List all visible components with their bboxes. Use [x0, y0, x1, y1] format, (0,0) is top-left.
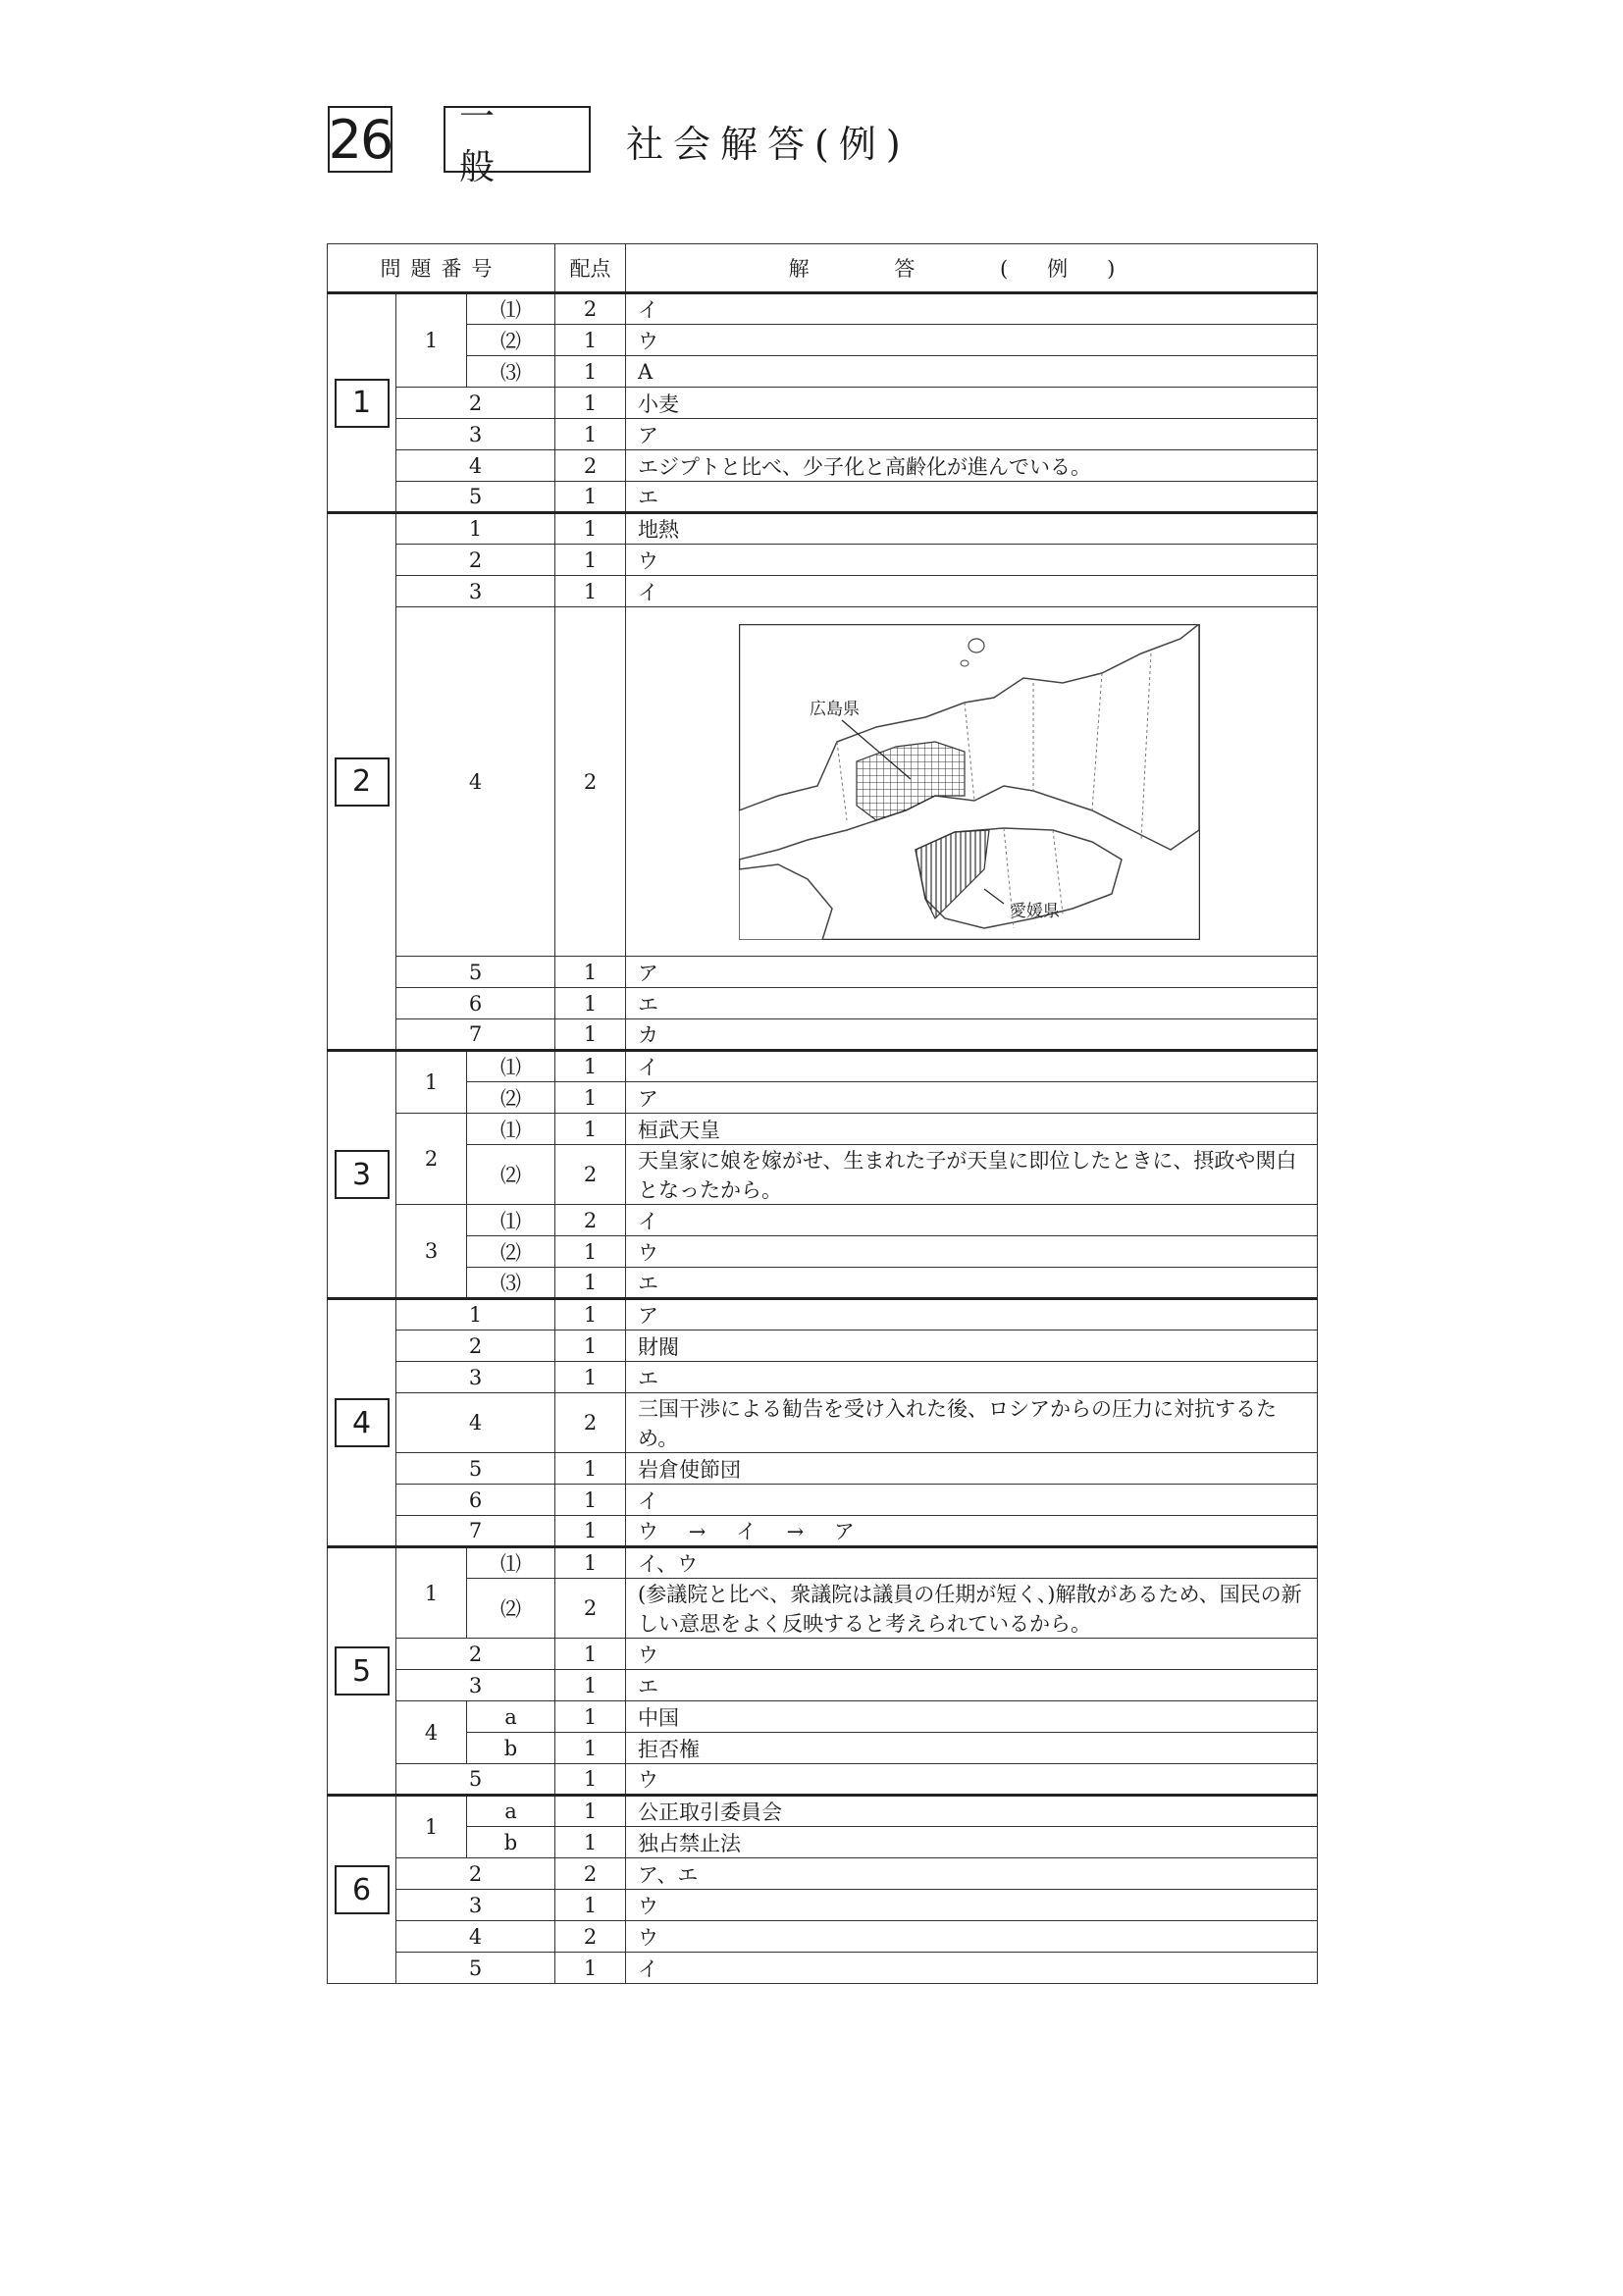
q-sub: 5: [396, 1953, 555, 1984]
points-cell: 1: [555, 1547, 626, 1579]
answer-cell: イ: [626, 1953, 1318, 1984]
exam-number: 26: [328, 106, 393, 173]
answer-cell: イ: [626, 576, 1318, 607]
q-subsub: ⑴: [467, 1114, 555, 1145]
answer-cell: 中国: [626, 1701, 1318, 1733]
answer-cell: ウ: [626, 1764, 1318, 1796]
q-subsub: ⑵: [467, 1145, 555, 1205]
question-group-3: 3: [335, 1150, 390, 1199]
q-sub: 5: [396, 1453, 555, 1485]
answer-cell: ア: [626, 957, 1318, 988]
label-hiroshima: 広島県: [810, 699, 861, 719]
q-sub: 2: [396, 545, 555, 576]
answer-cell: 地熱: [626, 513, 1318, 545]
points-cell: 1: [555, 1890, 626, 1921]
points-cell: 1: [555, 988, 626, 1019]
points-cell: 1: [555, 1639, 626, 1670]
points-cell: 1: [555, 482, 626, 513]
points-cell: 1: [555, 1733, 626, 1764]
q-subsub: ⑵: [467, 325, 555, 356]
q-sub: 5: [396, 1764, 555, 1796]
q-subsub: a: [467, 1796, 555, 1827]
points-cell: 1: [555, 1236, 626, 1268]
q-sub: 3: [396, 576, 555, 607]
q-subsub: ⑴: [467, 1547, 555, 1579]
points-cell: 2: [555, 1921, 626, 1953]
answer-cell: ア: [626, 1299, 1318, 1331]
answer-cell: ウ → イ → ア: [626, 1516, 1318, 1547]
question-group-2: 2: [335, 757, 390, 807]
q-sub: 4: [396, 607, 555, 957]
q-sub: 5: [396, 482, 555, 513]
q-subsub: ⑴: [467, 293, 555, 325]
q-sub: 2: [396, 388, 555, 419]
page-title: 社会解答(例): [626, 123, 911, 166]
answer-cell: カ: [626, 1019, 1318, 1051]
answer-cell: イ: [626, 1051, 1318, 1082]
q-subsub: ⑵: [467, 1236, 555, 1268]
answer-cell: エ: [626, 482, 1318, 513]
points-cell: 1: [555, 1764, 626, 1796]
question-group-1: 1: [335, 379, 390, 428]
q-subsub: b: [467, 1827, 555, 1858]
header-points: 配点: [555, 244, 626, 293]
q-sub: 1: [396, 1299, 555, 1331]
q-sub: 2: [396, 1114, 467, 1205]
answer-cell: 公正取引委員会: [626, 1796, 1318, 1827]
points-cell: 1: [555, 1082, 626, 1114]
points-cell: 1: [555, 1268, 626, 1299]
q-sub: 1: [396, 1547, 467, 1639]
q-subsub: ⑶: [467, 1268, 555, 1299]
points-cell: 2: [555, 1205, 626, 1236]
q-sub: 2: [396, 1331, 555, 1362]
label-ehime: 愛媛県: [1010, 901, 1061, 921]
answer-cell: ア: [626, 419, 1318, 450]
points-cell: 1: [555, 1953, 626, 1984]
points-cell: 2: [555, 1579, 626, 1639]
map-figure: [739, 624, 1200, 940]
q-sub: 3: [396, 1205, 467, 1299]
oki-island: [969, 639, 984, 652]
answer-cell: ウ: [626, 1921, 1318, 1953]
q-subsub: ⑶: [467, 356, 555, 388]
q-sub: 3: [396, 1890, 555, 1921]
answer-cell: ウ: [626, 1639, 1318, 1670]
answer-cell: 三国干渉による勧告を受け入れた後、ロシアからの圧力に対抗するため。: [626, 1393, 1318, 1453]
points-cell: 1: [555, 513, 626, 545]
points-cell: 1: [555, 388, 626, 419]
question-group-6: 6: [335, 1865, 390, 1914]
q-sub: 4: [396, 1701, 467, 1764]
answer-cell: ア、エ: [626, 1858, 1318, 1890]
answer-map-cell: [626, 607, 1318, 957]
points-cell: 2: [555, 1393, 626, 1453]
q-sub: 4: [396, 1393, 555, 1453]
q-subsub: ⑴: [467, 1205, 555, 1236]
question-group-4: 4: [335, 1398, 390, 1447]
points-cell: 1: [555, 1362, 626, 1393]
answer-cell: 天皇家に娘を嫁がせ、生まれた子が天皇に即位したときに、摂政や関白となったから。: [626, 1145, 1318, 1205]
points-cell: 1: [555, 576, 626, 607]
answer-cell: イ、ウ: [626, 1547, 1318, 1579]
points-cell: 1: [555, 957, 626, 988]
points-cell: 1: [555, 1331, 626, 1362]
points-cell: 2: [555, 450, 626, 482]
answer-cell: ウ: [626, 325, 1318, 356]
answer-cell: ウ: [626, 1236, 1318, 1268]
q-subsub: ⑴: [467, 1051, 555, 1082]
points-cell: 2: [555, 1145, 626, 1205]
exam-type: 一 般: [444, 106, 591, 173]
q-sub: 2: [396, 1639, 555, 1670]
answer-cell: イ: [626, 1205, 1318, 1236]
points-cell: 2: [555, 607, 626, 957]
q-sub: 4: [396, 450, 555, 482]
q-sub: 7: [396, 1019, 555, 1051]
q-sub: 6: [396, 988, 555, 1019]
answer-cell: イ: [626, 293, 1318, 325]
q-sub: 3: [396, 1670, 555, 1701]
answer-cell: 独占禁止法: [626, 1827, 1318, 1858]
answer-cell: (参議院と比べ、衆議院は議員の任期が短く、)解散があるため、国民の新しい意思をよく反映すると考えられているから。: [626, 1579, 1318, 1639]
q-sub: 4: [396, 1921, 555, 1953]
points-cell: 1: [555, 1827, 626, 1858]
question-group-5: 5: [335, 1646, 390, 1696]
q-sub: 5: [396, 957, 555, 988]
points-cell: 1: [555, 1453, 626, 1485]
answer-cell: 拒否権: [626, 1733, 1318, 1764]
header-answer: 解 答 (例): [626, 244, 1318, 293]
header-question-no: 問題番号: [328, 244, 555, 293]
answer-cell: エ: [626, 988, 1318, 1019]
answer-cell: エジプトと比べ、少子化と高齢化が進んでいる。: [626, 450, 1318, 482]
points-cell: 1: [555, 1670, 626, 1701]
answer-cell: 財閥: [626, 1331, 1318, 1362]
points-cell: 1: [555, 1019, 626, 1051]
q-sub: 2: [396, 1858, 555, 1890]
q-sub: 1: [396, 1051, 467, 1114]
answer-cell: エ: [626, 1670, 1318, 1701]
answer-cell: 小麦: [626, 388, 1318, 419]
q-subsub: b: [467, 1733, 555, 1764]
q-subsub: a: [467, 1701, 555, 1733]
answer-cell: A: [626, 356, 1318, 388]
answer-cell: ア: [626, 1082, 1318, 1114]
answer-table: [327, 243, 1318, 1984]
points-cell: 1: [555, 545, 626, 576]
q-sub: 3: [396, 1362, 555, 1393]
answer-cell: 桓武天皇: [626, 1114, 1318, 1145]
points-cell: 1: [555, 356, 626, 388]
points-cell: 2: [555, 1858, 626, 1890]
answer-cell: 岩倉使節団: [626, 1453, 1318, 1485]
points-cell: 1: [555, 1796, 626, 1827]
points-cell: 2: [555, 293, 626, 325]
answer-cell: ウ: [626, 1890, 1318, 1921]
points-cell: 1: [555, 1485, 626, 1516]
answer-cell: イ: [626, 1485, 1318, 1516]
answer-cell: ウ: [626, 545, 1318, 576]
answer-cell: エ: [626, 1362, 1318, 1393]
points-cell: 1: [555, 325, 626, 356]
points-cell: 1: [555, 1516, 626, 1547]
q-sub: 1: [396, 513, 555, 545]
q-sub: 3: [396, 419, 555, 450]
q-sub: 1: [396, 1796, 467, 1858]
q-subsub: ⑵: [467, 1579, 555, 1639]
points-cell: 1: [555, 1299, 626, 1331]
points-cell: 1: [555, 419, 626, 450]
points-cell: 1: [555, 1114, 626, 1145]
q-sub: 6: [396, 1485, 555, 1516]
small-island: [961, 660, 969, 666]
q-sub: 7: [396, 1516, 555, 1547]
answer-cell: エ: [626, 1268, 1318, 1299]
points-cell: 1: [555, 1051, 626, 1082]
points-cell: 1: [555, 1701, 626, 1733]
q-subsub: ⑵: [467, 1082, 555, 1114]
q-sub: 1: [396, 293, 467, 388]
